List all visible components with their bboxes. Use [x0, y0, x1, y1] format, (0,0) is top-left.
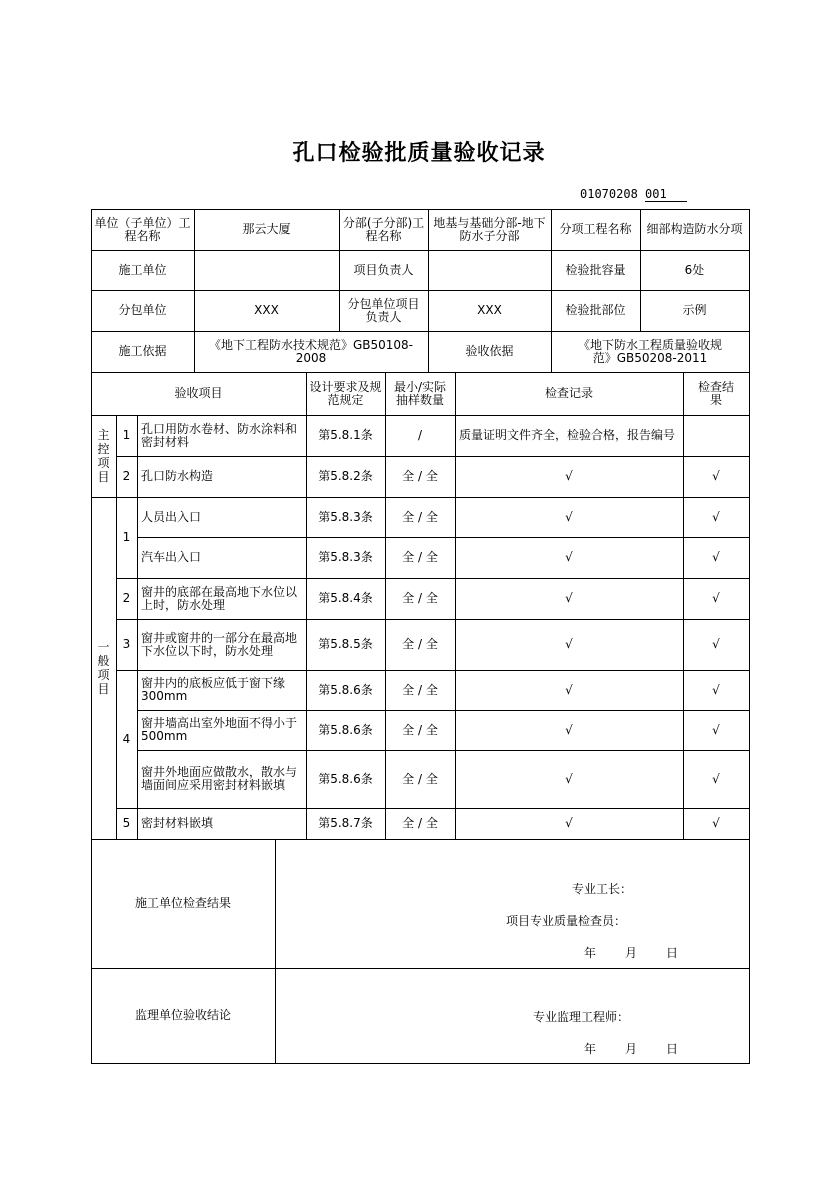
- general-items-label-text: 一般项目: [97, 640, 110, 696]
- location-value: 示例: [682, 303, 707, 317]
- sample-quantity: 全 / 全: [402, 591, 438, 605]
- main-control-label: [91, 415, 116, 497]
- subcontractor-label: 分包单位: [118, 303, 167, 317]
- column-result: 检查结果: [697, 379, 734, 407]
- quality-inspector-label: 项目专业质量检查员：: [506, 914, 627, 928]
- clause-reference: 第5.8.6条: [318, 682, 373, 697]
- division-label: 分部(子分部)工程名称: [342, 215, 425, 243]
- inspection-result: √: [712, 469, 720, 483]
- inspection-record: √: [565, 509, 573, 524]
- inspection-record: √: [565, 469, 573, 483]
- subitem-value: 细部构造防水分项: [646, 222, 743, 236]
- inspection-record: √: [565, 682, 573, 697]
- sample-quantity: 全 / 全: [402, 469, 438, 483]
- division-value: 地基与基础分部-地下防水子分部: [433, 215, 546, 243]
- clause-reference: 第5.8.6条: [318, 771, 373, 786]
- inspection-result: √: [712, 722, 720, 737]
- grid-line: [275, 839, 276, 1064]
- sample-quantity: 全 / 全: [402, 816, 438, 830]
- date-day: 日: [666, 946, 679, 960]
- inspection-record: √: [565, 550, 573, 564]
- date-year: 年: [584, 1042, 597, 1056]
- contractor-check-label: 施工单位检查结果: [134, 896, 231, 910]
- row-number: 2: [122, 591, 131, 605]
- date-year: 年: [584, 946, 597, 960]
- inspection-result: √: [712, 591, 720, 605]
- item-description: 密封材料嵌填: [141, 816, 214, 830]
- item-description: 窗井外地面应做散水，散水与墙面间应采用密封材料嵌填: [141, 765, 298, 792]
- sample-quantity: 全 / 全: [402, 771, 438, 786]
- record-number-prefix: 01070208: [580, 187, 638, 201]
- contractor-value: [194, 250, 339, 290]
- row-number: 1: [122, 428, 131, 442]
- sample-quantity: /: [417, 428, 423, 442]
- column-item: 验收项目: [174, 386, 223, 400]
- inspection-result: [683, 415, 749, 456]
- location-label: 检验批部位: [565, 303, 626, 317]
- project-manager-value: [428, 250, 551, 290]
- column-record: 检查记录: [544, 386, 593, 400]
- inspection-result: √: [712, 550, 720, 564]
- row-number: 4: [122, 731, 131, 746]
- sub-manager-value: XXX: [477, 303, 502, 317]
- record-number-suffix: 001: [645, 187, 687, 202]
- page-title: 孔口检验批质量验收记录: [292, 141, 546, 166]
- subitem-label: 分项工程名称: [559, 222, 632, 236]
- item-description: 孔口防水构造: [141, 469, 214, 483]
- item-description: 孔口用防水卷材、防水涂料和密封材料: [141, 421, 298, 449]
- sample-quantity: 全 / 全: [402, 637, 438, 651]
- contractor-label: 施工单位: [118, 262, 167, 277]
- project-manager-label: 项目负责人: [353, 262, 414, 277]
- clause-reference: 第5.8.7条: [318, 816, 373, 830]
- clause-reference: 第5.8.6条: [318, 722, 373, 737]
- inspection-record: √: [565, 771, 573, 786]
- capacity-label: 检验批容量: [565, 262, 626, 277]
- row-number: 3: [122, 637, 131, 651]
- grid-line: [749, 209, 750, 1064]
- foreman-label: 专业工长：: [572, 882, 633, 896]
- inspection-record: √: [565, 816, 573, 830]
- clause-reference: 第5.8.3条: [318, 550, 373, 564]
- item-description: 窗井墙高出室外地面不得小于500mm: [141, 716, 298, 743]
- subcontractor-value: XXX: [254, 303, 279, 317]
- inspection-result: √: [712, 771, 720, 786]
- item-description: 人员出入口: [141, 509, 202, 524]
- basis-label: 施工依据: [118, 344, 167, 358]
- inspection-result: √: [712, 509, 720, 524]
- unit-value: 那云大厦: [242, 222, 291, 236]
- inspection-result: √: [712, 816, 720, 830]
- clause-reference: 第5.8.3条: [318, 509, 373, 524]
- row-number: 1: [122, 530, 131, 544]
- sample-quantity: 全 / 全: [402, 722, 438, 737]
- item-description: 窗井的底部在最高地下水位以上时，防水处理: [141, 584, 298, 612]
- column-design: 设计要求及规范规定: [309, 379, 382, 407]
- supervisor-check-label: 监理单位验收结论: [134, 1008, 231, 1022]
- row-number: 2: [122, 469, 131, 483]
- sub-manager-label: 分包单位项目负责人: [347, 296, 420, 324]
- capacity-value: 6处: [684, 262, 705, 277]
- sample-quantity: 全 / 全: [402, 509, 438, 524]
- general-items-label: [91, 497, 116, 839]
- column-min-sample: 最小/实际抽样数量: [393, 379, 447, 407]
- unit-label: 单位（子单位）工程名称: [94, 215, 191, 243]
- main-control-label-text: 主控项目: [97, 428, 110, 484]
- row-number: 5: [122, 816, 131, 830]
- clause-reference: 第5.8.2条: [318, 469, 373, 483]
- clause-reference: 第5.8.4条: [318, 591, 373, 605]
- inspection-record: 质量证明文件齐全，检验合格，报告编号: [459, 428, 676, 442]
- acceptance-label: 验收依据: [465, 344, 514, 358]
- inspection-result: √: [712, 682, 720, 697]
- basis-value: 《地下工程防水技术规范》GB50108-2008: [208, 337, 414, 365]
- supervision-engineer-label: 专业监理工程师：: [533, 1010, 630, 1024]
- sample-quantity: 全 / 全: [402, 682, 438, 697]
- item-description: 汽车出入口: [141, 550, 202, 564]
- clause-reference: 第5.8.5条: [318, 637, 373, 651]
- item-description: 窗井或窗井的一部分在最高地下水位以下时，防水处理: [141, 630, 298, 658]
- inspection-record: √: [565, 591, 573, 605]
- inspection-record: √: [565, 722, 573, 737]
- inspection-result: √: [712, 637, 720, 651]
- sample-quantity: 全 / 全: [402, 550, 438, 564]
- acceptance-value: 《地下防水工程质量验收规范》GB50208-2011: [577, 337, 722, 365]
- record-number: [580, 187, 687, 202]
- clause-reference: 第5.8.1条: [318, 428, 373, 442]
- inspection-record: √: [565, 637, 573, 651]
- date-month: 月: [625, 1042, 638, 1056]
- item-description: 窗井内的底板应低于窗下缘300mm: [141, 676, 286, 703]
- grid-line: [91, 1063, 750, 1064]
- date-day: 日: [666, 1042, 679, 1056]
- date-month: 月: [625, 946, 638, 960]
